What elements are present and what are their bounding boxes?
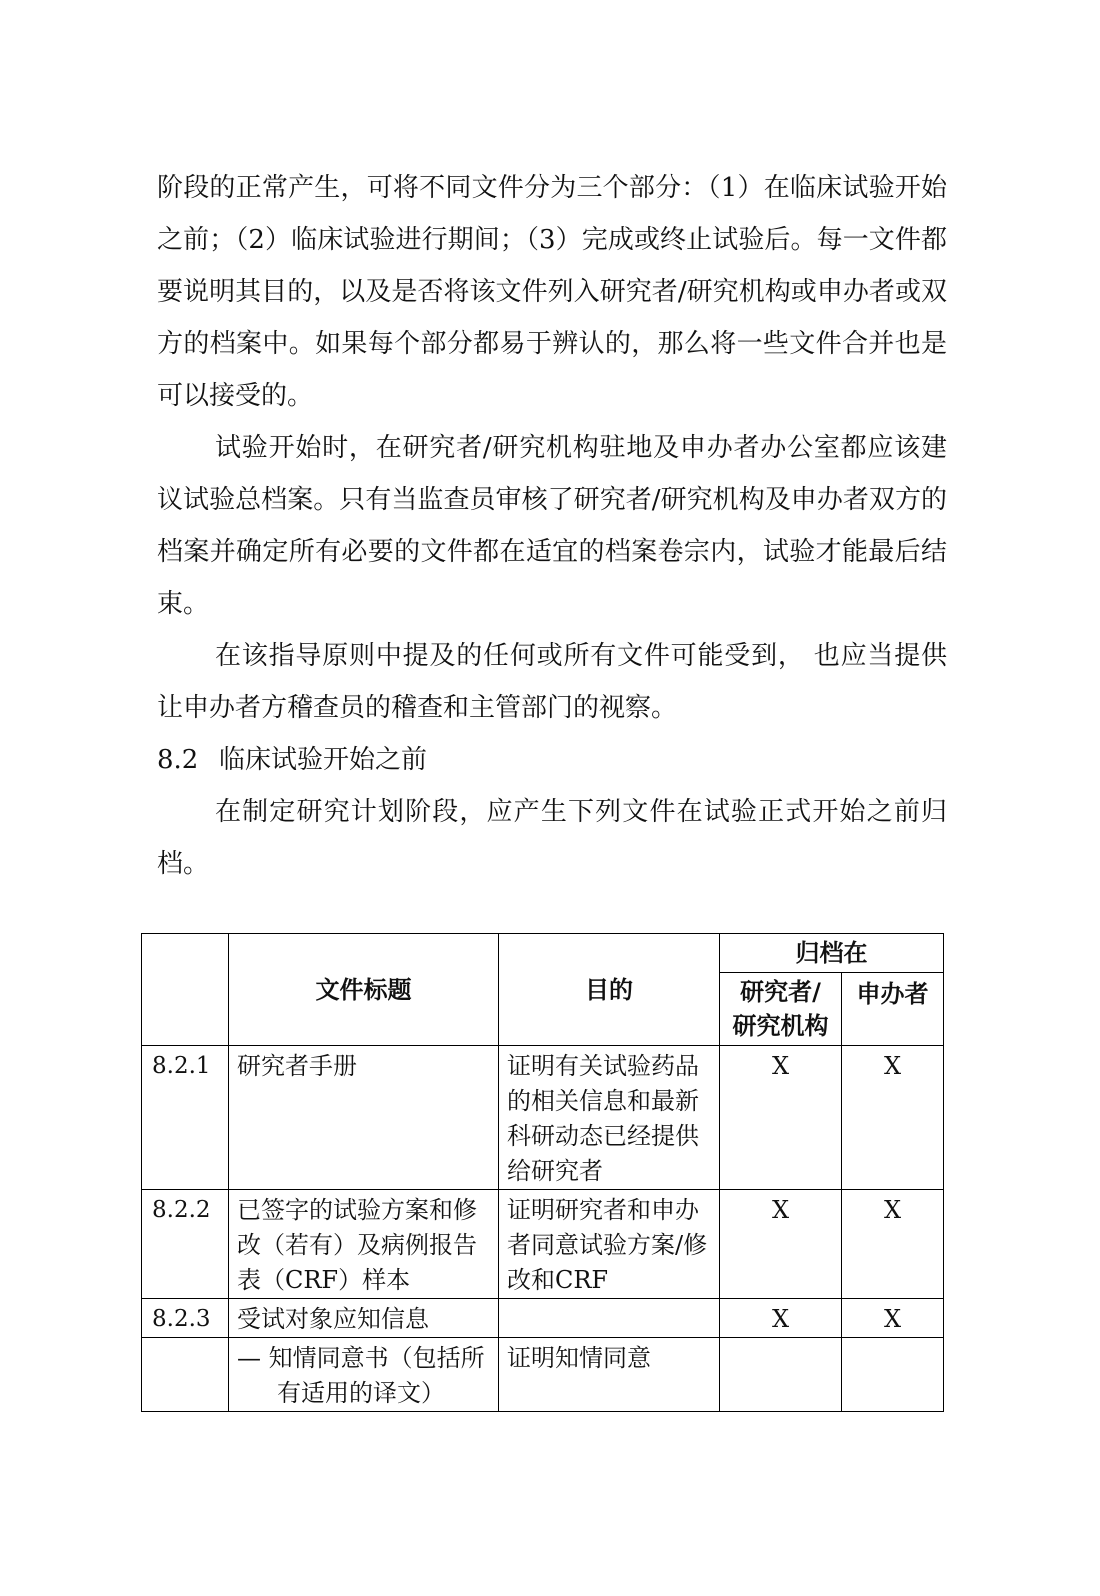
row-number: 8.2.1 — [142, 1046, 229, 1190]
row-sponsor-mark: X — [842, 1299, 944, 1338]
row-purpose: 证明有关试验药品的相关信息和最新科研动态已经提供给研究者 — [499, 1046, 720, 1190]
paragraph-audit-inspection: 在该指导原则中提及的任何或所有文件可能受到， 也应当提供让申办者方稽查员的稽查和主管部门的视察。 — [157, 641, 947, 723]
paragraph-continued: 阶段的正常产生，可将不同文件分为三个部分：（1）在临床试验开始之前；（2）临床试验进行期间；（3）完成或终止试验后。每一文件都要说明其目的，以及是否将该文件列入研究者/研究机构或申办者或双方的档案中。如果每个部分都易于辨认的，那么将一些文件合并也是可以接受的。 — [157, 173, 947, 411]
row-title — [229, 1338, 499, 1412]
row-title: 研究者手册 — [229, 1046, 499, 1190]
row-sponsor-mark: X — [842, 1190, 944, 1299]
section-number: 8.2 — [157, 745, 199, 775]
header-investigator-line1: 研究者/ — [740, 978, 821, 1006]
row-title: 已签字的试验方案和修改（若有）及病例报告表（CRF）样本 — [229, 1190, 499, 1299]
section-heading — [157, 734, 947, 786]
row-investigator-mark: X — [720, 1299, 842, 1338]
body-text — [157, 162, 947, 890]
row-investigator-mark: X — [720, 1190, 842, 1299]
row-purpose — [499, 1299, 720, 1338]
section-intro: 在制定研究计划阶段，应产生下列文件在试验正式开始之前归档。 — [157, 797, 947, 879]
row-investigator-mark — [720, 1338, 842, 1412]
row-sponsor-mark: X — [842, 1046, 944, 1190]
row-investigator-mark: X — [720, 1046, 842, 1190]
table-row — [142, 1046, 944, 1190]
paragraph-trial-master-file: 试验开始时，在研究者/研究机构驻地及申办者办公室都应该建议试验总档案。只有当监查员审核了研究者/研究机构及申办者双方的档案并确定所有必要的文件都在适宜的档案卷宗内，试验才能最后结束。 — [157, 433, 947, 619]
row-number: 8.2.3 — [142, 1299, 229, 1338]
table-header-row — [142, 934, 944, 973]
header-purpose: 目的 — [499, 934, 720, 1046]
essential-documents-table — [141, 933, 944, 1412]
table-row — [142, 1299, 944, 1338]
row-number: 8.2.2 — [142, 1190, 229, 1299]
header-sponsor: 申办者 — [842, 973, 944, 1046]
header-archive: 归档在 — [720, 934, 944, 973]
header-title: 文件标题 — [229, 934, 499, 1046]
header-investigator — [720, 973, 842, 1046]
row-sponsor-mark — [842, 1338, 944, 1412]
row-title: 受试对象应知信息 — [229, 1299, 499, 1338]
row-title-dash-item: — 知情同意书（包括所有适用的译文） — [237, 1344, 485, 1407]
header-investigator-line2: 研究机构 — [732, 1012, 829, 1040]
row-purpose: 证明研究者和申办者同意试验方案/修改和CRF — [499, 1190, 720, 1299]
row-purpose: 证明知情同意 — [499, 1338, 720, 1412]
row-number — [142, 1338, 229, 1412]
table-row — [142, 1338, 944, 1412]
section-title: 临床试验开始之前 — [219, 745, 428, 775]
table-row — [142, 1190, 944, 1299]
header-number-cell — [142, 934, 229, 1046]
